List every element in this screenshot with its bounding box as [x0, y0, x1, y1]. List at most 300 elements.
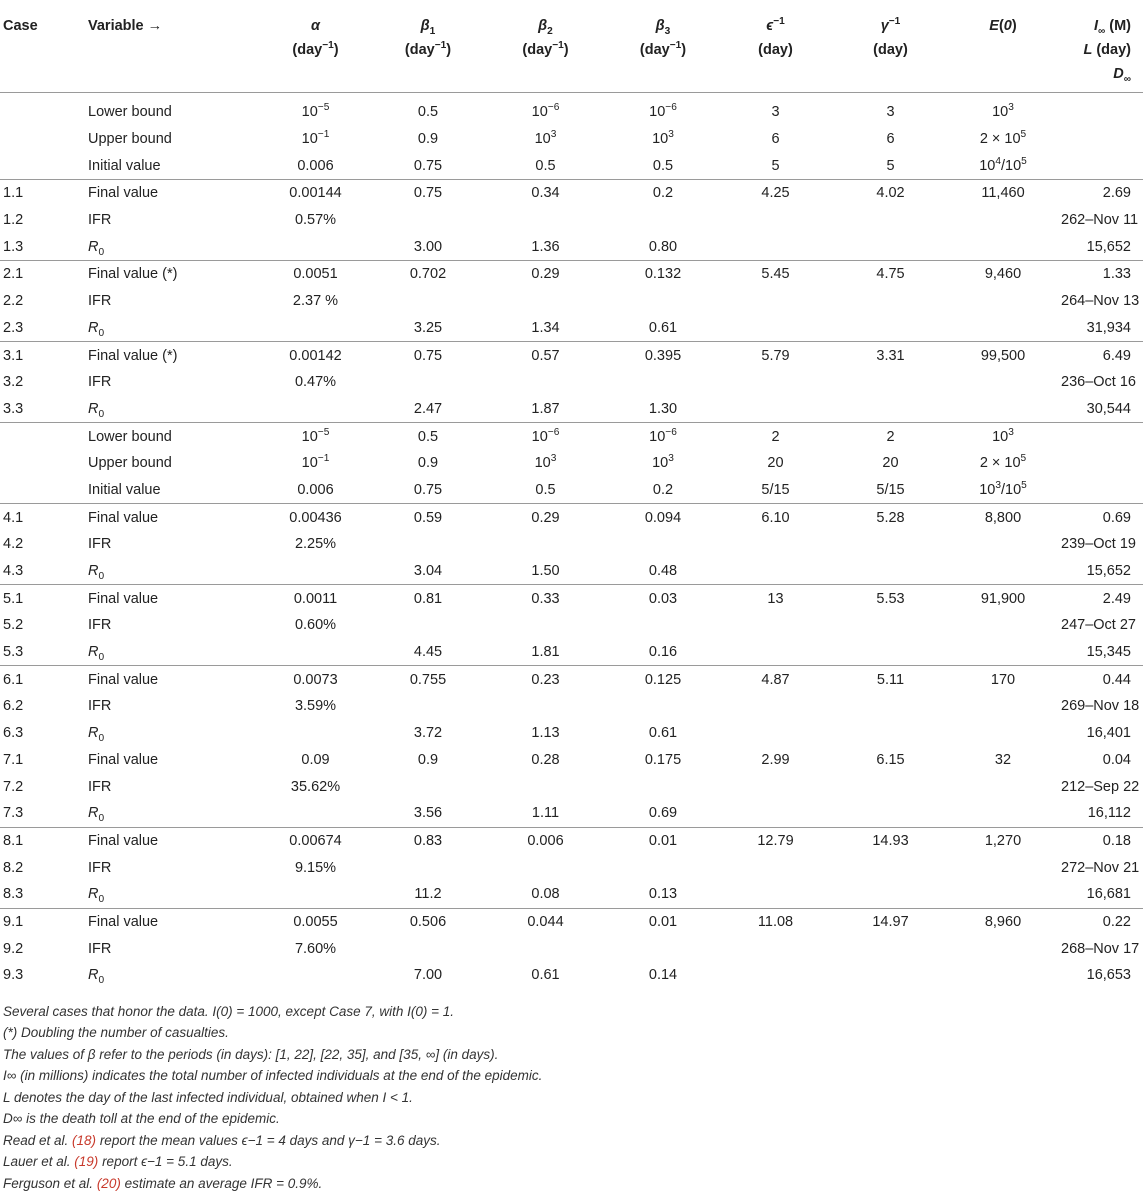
table-row: [0, 639, 1143, 666]
cell-variable: IFR: [88, 374, 112, 391]
table-row: [0, 935, 1143, 962]
table-row: [0, 908, 1143, 935]
cell-variable: Final value: [78, 585, 258, 612]
cell-variable: $R_0$: [88, 805, 105, 825]
cell-epsilon: [718, 881, 833, 908]
cell-epsilon: [718, 207, 833, 234]
cell-variable: Initial value: [88, 481, 161, 498]
cell-alpha: $10^{-5}$: [258, 423, 373, 450]
cell-beta3: $10^3$: [652, 129, 674, 148]
header-gamma: [833, 8, 948, 93]
cell-variable: Lower bound: [78, 423, 258, 450]
cell-beta2: [483, 207, 608, 234]
cell-beta2: 0.57: [483, 342, 608, 369]
table-row: [0, 423, 1143, 450]
cell-outcome: 15,652: [1086, 238, 1131, 255]
cell-beta1: 0.755: [373, 666, 483, 693]
cell-beta3: 0.01: [608, 827, 718, 854]
cell-case: 7.2: [3, 778, 24, 795]
cell-e0: [948, 881, 1058, 908]
table-row: [0, 288, 1143, 315]
table-row: [0, 369, 1143, 396]
cell-epsilon: [718, 531, 833, 558]
cell-beta3: [608, 288, 718, 315]
cell-beta3: 0.175: [644, 751, 682, 768]
cell-case: 5.2: [3, 617, 24, 634]
cell-beta2: 1.34: [531, 319, 560, 336]
cell-beta1: 0.81: [373, 585, 483, 612]
cell-case: [0, 152, 78, 179]
cell-outcome: 239–Oct 19: [1061, 536, 1136, 553]
cell-outcome: 15,345: [1086, 644, 1131, 661]
cell-beta3: 0.61: [648, 725, 678, 742]
cell-alpha: [258, 558, 373, 585]
cell-beta1: 0.9: [417, 455, 439, 472]
cell-beta3: 0.5: [652, 157, 674, 174]
cell-gamma: [833, 935, 948, 962]
cell-e0: [948, 962, 1058, 989]
cell-beta3: 0.16: [648, 644, 678, 661]
cell-e0: [948, 369, 1058, 396]
cell-variable: Final value: [78, 504, 258, 531]
cell-beta2: 1.36: [531, 238, 560, 255]
cell-gamma: 4.75: [833, 261, 948, 288]
cell-e0: [948, 612, 1058, 639]
cell-case: 8.2: [3, 859, 24, 876]
cell-outcome: 16,653: [1086, 967, 1131, 984]
cell-gamma: [833, 612, 948, 639]
cell-alpha: [258, 800, 373, 827]
header-beta2: [483, 8, 608, 93]
cell-outcome: 247–Oct 27: [1061, 617, 1136, 634]
header-row: [0, 8, 1143, 93]
cell-beta1: 0.75: [373, 342, 483, 369]
reference-link[interactable]: (20): [96, 1175, 121, 1191]
header-beta3: [608, 8, 718, 93]
cell-alpha: 3.59%: [294, 698, 337, 715]
cell-outcome: [1058, 152, 1143, 179]
table-row: [0, 261, 1143, 288]
table-footnotes: [0, 1001, 1143, 1194]
cell-beta3: [608, 369, 718, 396]
cell-alpha: 0.0055: [258, 908, 373, 935]
cell-beta3: 0.125: [608, 666, 718, 693]
table-row: [0, 827, 1143, 854]
cell-case: 2.3: [3, 319, 24, 336]
cell-e0: [948, 233, 1058, 260]
header-e0: [948, 8, 1058, 93]
cell-beta2: [483, 369, 608, 396]
cell-outcome: 236–Oct 16: [1061, 374, 1136, 391]
cell-variable: Final value: [78, 666, 258, 693]
cell-beta2: $10^3$: [534, 129, 557, 148]
footnote: [3, 1151, 1143, 1173]
cell-beta1: 0.83: [373, 827, 483, 854]
cell-variable: Upper bound: [88, 131, 172, 148]
cell-case: 9.1: [0, 908, 78, 935]
cell-beta2: $10^3$: [534, 453, 557, 472]
reference-link[interactable]: (19): [74, 1154, 99, 1170]
header-outcomes: [1058, 8, 1143, 93]
cell-gamma: 2: [833, 423, 948, 450]
cell-epsilon: 4.87: [718, 666, 833, 693]
cell-variable: Final value (*): [78, 342, 258, 369]
cell-variable: $R_0$: [88, 400, 105, 420]
cell-beta3: $10^{-6}$: [608, 423, 718, 450]
cell-alpha: [258, 962, 373, 989]
cell-beta1: [373, 693, 483, 720]
cell-case: 5.3: [3, 644, 24, 661]
cell-variable: Final value (*): [78, 261, 258, 288]
header-alpha: [258, 8, 373, 93]
cell-beta2: $10^{-6}$: [483, 423, 608, 450]
table-row: [0, 207, 1143, 234]
cell-gamma: 14.93: [833, 827, 948, 854]
cell-outcome: 30,544: [1086, 400, 1131, 417]
cell-outcome: [1058, 477, 1143, 504]
cell-variable: IFR: [88, 293, 112, 310]
cell-gamma: 6.15: [876, 751, 905, 768]
cell-beta1: [373, 935, 483, 962]
cell-beta1: 0.75: [413, 157, 443, 174]
cell-outcome: 0.44: [1058, 666, 1143, 693]
table-row: [0, 747, 1143, 774]
cell-case: 3.2: [3, 374, 24, 391]
cell-beta2: 1.13: [531, 725, 560, 742]
cell-beta1: 4.45: [413, 644, 443, 661]
cell-variable: Final value: [88, 751, 159, 768]
cell-case: 1.1: [0, 180, 78, 207]
cell-outcome: 2.49: [1058, 585, 1143, 612]
cell-e0: 9,460: [948, 261, 1058, 288]
cell-e0: 8,800: [948, 504, 1058, 531]
footnote: [3, 1130, 1143, 1152]
cell-gamma: 14.97: [833, 908, 948, 935]
cell-gamma: [833, 558, 948, 585]
cell-alpha: $10^{-1}$: [301, 129, 330, 148]
cell-e0: 32: [994, 751, 1012, 768]
cell-alpha: 0.006: [297, 157, 334, 174]
cell-case: 4.2: [3, 536, 24, 553]
cell-beta2: 0.5: [535, 481, 556, 498]
cell-beta1: 2.47: [413, 400, 443, 417]
cell-beta1: [373, 207, 483, 234]
table-row: [0, 315, 1143, 342]
cell-beta2: 1.81: [531, 644, 560, 661]
table-row: [0, 477, 1143, 504]
cell-case: 8.3: [3, 886, 24, 903]
cell-beta2: [483, 854, 608, 881]
cell-variable: Lower bound: [88, 104, 172, 121]
cell-outcome: 0.69: [1058, 504, 1143, 531]
cell-e0: 91,900: [948, 585, 1058, 612]
cell-gamma: [833, 315, 948, 342]
table-body: [0, 93, 1143, 989]
cell-alpha: 0.006: [297, 481, 334, 498]
cell-gamma: [833, 369, 948, 396]
header-beta3-symbol: $\beta_3$: [655, 18, 671, 37]
cell-beta1: 3.04: [413, 563, 443, 580]
header-beta2-unit: (day$^{-1}$): [522, 40, 569, 58]
header-beta3-unit: (day$^{-1}$): [639, 40, 687, 58]
cell-outcome: 262–Nov 11: [1061, 212, 1139, 229]
cell-e0: 11,460: [948, 180, 1058, 207]
cell-beta3: [608, 935, 718, 962]
footnote: [3, 1173, 1143, 1194]
cell-e0: [948, 800, 1058, 827]
cell-gamma: 4.02: [833, 180, 948, 207]
cell-case: [0, 477, 78, 504]
cell-beta2: 0.006: [483, 827, 608, 854]
cell-epsilon: [718, 693, 833, 720]
cell-beta2: 1.11: [531, 805, 560, 822]
cell-beta2: 0.34: [483, 180, 608, 207]
cell-e0: [948, 288, 1058, 315]
cell-epsilon: 6.10: [718, 504, 833, 531]
cell-beta3: $10^3$: [652, 453, 674, 472]
header-epsilon-unit: (day): [758, 42, 793, 58]
header-alpha-unit: (day$^{-1}$): [292, 40, 339, 58]
cell-gamma: [833, 773, 948, 800]
cell-beta2: [483, 531, 608, 558]
cell-beta3: 0.2: [652, 481, 674, 498]
cell-case: 5.1: [0, 585, 78, 612]
cell-epsilon: 13: [718, 585, 833, 612]
footnote: Several cases that honor the data. I(0) = 1000, except Case 7, with I(0) = 1.: [3, 1003, 455, 1019]
cell-outcome: 212–Sep 22: [1061, 778, 1140, 795]
footnote: (*) Doubling the number of casualties.: [3, 1025, 229, 1041]
cell-beta1: [373, 369, 483, 396]
cell-epsilon: 5.45: [718, 261, 833, 288]
cell-variable: $R_0$: [88, 644, 105, 663]
cell-alpha: 2.37 %: [292, 293, 339, 310]
cell-beta2: 0.28: [531, 751, 560, 768]
cell-epsilon: [718, 935, 833, 962]
cell-beta1: 3.00: [413, 238, 443, 255]
table-row: [0, 531, 1143, 558]
cell-gamma: 5/15: [876, 481, 905, 498]
cell-epsilon: [718, 315, 833, 342]
cell-case: 2.2: [3, 293, 24, 310]
cell-outcome: 1.33: [1058, 261, 1143, 288]
cell-e0: 170: [948, 666, 1058, 693]
cell-variable: $R_0$: [88, 563, 105, 582]
cell-gamma: [833, 800, 948, 827]
table-row: [0, 558, 1143, 585]
cell-gamma: [833, 396, 948, 423]
table-row: [0, 93, 1143, 126]
cell-alpha: [258, 881, 373, 908]
cell-case: 3.3: [3, 400, 24, 417]
cell-epsilon: 5: [771, 157, 780, 174]
cell-beta1: 0.5: [417, 104, 439, 121]
cell-alpha: 2.25%: [294, 536, 337, 553]
cell-alpha: [258, 396, 373, 423]
header-beta2-symbol: $\beta_2$: [538, 18, 553, 37]
cell-gamma: [833, 207, 948, 234]
table-row: [0, 233, 1143, 260]
cell-variable: Upper bound: [88, 455, 172, 472]
table-row: [0, 800, 1143, 827]
cell-e0: 1,270: [948, 827, 1058, 854]
cell-beta3: 1.30: [648, 400, 678, 417]
cell-epsilon: 6: [771, 131, 780, 148]
cell-beta2: [483, 935, 608, 962]
cell-variable: IFR: [88, 212, 112, 229]
cell-case: 3.1: [0, 342, 78, 369]
cell-beta1: 0.9: [417, 131, 439, 148]
cell-outcome: 272–Nov 21: [1061, 859, 1140, 876]
cell-beta1: 0.59: [373, 504, 483, 531]
cell-outcome: 16,401: [1086, 725, 1131, 742]
header-beta1: [373, 8, 483, 93]
cell-epsilon: 2: [718, 423, 833, 450]
cell-variable: Final value: [78, 827, 258, 854]
cell-e0: $10^3$: [948, 423, 1058, 450]
cell-alpha: 35.62%: [290, 778, 341, 795]
cell-outcome: 269–Nov 18: [1061, 698, 1140, 715]
cell-alpha: [258, 233, 373, 260]
cell-e0: [948, 531, 1058, 558]
cell-beta1: 3.56: [413, 805, 443, 822]
header-gamma-symbol: $\gamma^{-1}$: [880, 16, 901, 34]
cell-outcome: [1058, 126, 1143, 153]
cell-outcome: 268–Nov 17: [1061, 940, 1140, 957]
cell-beta3: [608, 773, 718, 800]
cell-epsilon: [718, 639, 833, 666]
cell-epsilon: [718, 720, 833, 747]
cell-beta1: 7.00: [413, 967, 443, 984]
footnote-text: estimate an average IFR = 0.9%.: [120, 1175, 323, 1191]
cell-outcome: 0.04: [1102, 751, 1131, 768]
cell-case: [0, 450, 78, 477]
cell-outcome: 15,652: [1086, 563, 1131, 580]
cell-outcome: 0.18: [1058, 827, 1143, 854]
cell-variable: $R_0$: [88, 886, 105, 906]
cell-alpha: 0.60%: [294, 617, 337, 634]
cell-beta2: 0.5: [535, 157, 556, 174]
table-row: [0, 396, 1143, 423]
cell-e0: $10^3/10^5$: [979, 480, 1027, 498]
cell-beta1: 0.702: [373, 261, 483, 288]
cell-beta3: 0.094: [608, 504, 718, 531]
cell-alpha: 0.57%: [294, 212, 337, 229]
cell-e0: [948, 935, 1058, 962]
cell-beta1: 11.2: [414, 886, 442, 903]
cell-case: 2.1: [0, 261, 78, 288]
cell-gamma: 3.31: [833, 342, 948, 369]
cell-beta1: 0.75: [373, 180, 483, 207]
cell-alpha: $10^{-1}$: [301, 453, 330, 472]
cell-gamma: 5: [886, 157, 895, 174]
cell-alpha: 0.00142: [258, 342, 373, 369]
cell-case: 9.2: [3, 940, 24, 957]
cell-variable: IFR: [88, 940, 112, 957]
cell-variable: IFR: [88, 859, 112, 876]
table-row: [0, 773, 1143, 800]
footnote: L denotes the day of the last infected individual, obtained when I < 1.: [3, 1089, 413, 1105]
cell-e0: $2 \times 10^5$: [979, 453, 1027, 472]
cell-epsilon: [718, 396, 833, 423]
header-i-infinity: $I_\infty$ (M): [1093, 18, 1131, 37]
cell-case: [0, 423, 78, 450]
cell-outcome: [1058, 93, 1143, 126]
cell-e0: $10^4/10^5$: [979, 155, 1027, 174]
cell-gamma: 3: [886, 104, 895, 121]
cell-beta2: 0.29: [483, 504, 608, 531]
footnote-text: Ferguson et al.: [3, 1175, 97, 1191]
cell-gamma: 20: [882, 455, 899, 472]
cell-beta2: 0.61: [531, 967, 560, 984]
cell-epsilon: [718, 800, 833, 827]
cell-beta3: [608, 612, 718, 639]
cell-outcome: 16,112: [1087, 805, 1131, 822]
cell-alpha: [258, 720, 373, 747]
cell-beta2: 1.50: [531, 563, 560, 580]
cell-beta1: 3.25: [413, 319, 443, 336]
cell-beta1: 0.75: [413, 481, 443, 498]
cell-beta3: 0.01: [608, 908, 718, 935]
cell-epsilon: [718, 558, 833, 585]
cell-beta3: 0.13: [648, 886, 678, 903]
cell-case: 4.1: [0, 504, 78, 531]
cell-alpha: 0.0073: [258, 666, 373, 693]
cell-e0: 8,960: [948, 908, 1058, 935]
cell-beta3: [608, 207, 718, 234]
cell-case: 9.3: [3, 967, 24, 984]
cell-beta2: 0.044: [483, 908, 608, 935]
cell-alpha: 0.47%: [294, 374, 337, 391]
cell-variable: $R_0$: [88, 238, 105, 258]
cell-e0: [948, 773, 1058, 800]
cell-epsilon: 12.79: [718, 827, 833, 854]
table-row: [0, 504, 1143, 531]
cell-beta2: 0.29: [483, 261, 608, 288]
cell-e0: [948, 315, 1058, 342]
table-row: [0, 720, 1143, 747]
cell-alpha: 0.0051: [258, 261, 373, 288]
cell-gamma: [833, 693, 948, 720]
header-epsilon-symbol: $\epsilon^{-1}$: [766, 16, 785, 34]
footnote: The values of β refer to the periods (in days): [1, 22], [22, 35], and [35, ∞] (in days).: [3, 1046, 499, 1062]
header-e0-symbol: E(0): [989, 18, 1017, 34]
cell-e0: [948, 720, 1058, 747]
cell-beta3: 0.2: [608, 180, 718, 207]
cell-outcome: 2.69: [1058, 180, 1143, 207]
cell-gamma: 6: [886, 131, 895, 148]
cell-outcome: 264–Nov 13: [1061, 293, 1140, 310]
cell-gamma: [833, 962, 948, 989]
cell-variable: IFR: [88, 778, 112, 795]
cell-e0: [948, 693, 1058, 720]
cell-gamma: 5.28: [833, 504, 948, 531]
cell-beta1: 0.5: [373, 423, 483, 450]
cell-beta2: 0.23: [483, 666, 608, 693]
cell-variable: Final value: [78, 908, 258, 935]
header-l-day: L (day): [1083, 42, 1131, 58]
cell-epsilon: 5/15: [761, 481, 790, 498]
cell-alpha: 0.00436: [258, 504, 373, 531]
cell-alpha: 9.15%: [294, 859, 337, 876]
cell-case: 7.3: [3, 805, 24, 822]
cell-beta3: 0.80: [648, 238, 678, 255]
reference-link[interactable]: (18): [72, 1132, 97, 1148]
results-table: [0, 8, 1143, 989]
cell-alpha: 7.60%: [294, 940, 337, 957]
cell-beta2: 1.87: [531, 400, 560, 417]
cell-epsilon: [718, 233, 833, 260]
cell-beta3: 0.395: [608, 342, 718, 369]
